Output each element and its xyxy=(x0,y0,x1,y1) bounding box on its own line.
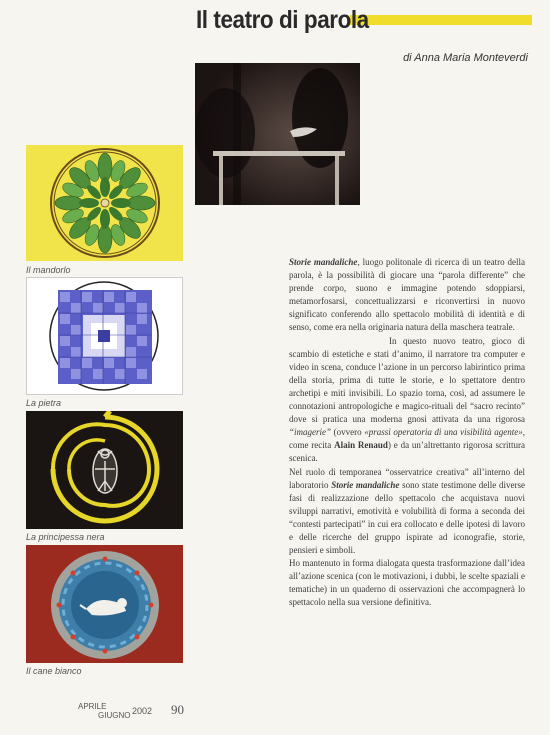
paragraph-text: (ovvero xyxy=(331,427,365,438)
stage-photo-image xyxy=(195,63,360,205)
footer-month-start: APRILE xyxy=(78,702,107,711)
mandala-squares-image xyxy=(26,277,183,395)
mandala-circle-icon xyxy=(26,545,183,663)
mandala-squares-icon xyxy=(27,278,182,394)
page-title: Il teatro di parola xyxy=(196,6,369,34)
mandala-leaves-image xyxy=(26,145,183,261)
bold-name: Alain Renaud xyxy=(334,440,388,451)
mandala-spiral-image xyxy=(26,411,183,529)
paragraph-3 xyxy=(289,466,525,558)
paragraph-text: sono state testimone delle diverse fasi di realizzazione dello spettacolo che acquistava nuovi sviluppi narrativi, emotività e volubilità di forma a seconda dei “contesti partecipati” in cui era collocato e delle ipotesi di lavoro e delle ricerche del gruppo ispirate ad iconografie, storie, pensieri e simboli. xyxy=(289,479,525,556)
highlight-title: Storie mandaliche xyxy=(289,257,358,267)
italic-term: “imagerie” xyxy=(289,427,332,438)
paragraph-2-body xyxy=(289,335,525,466)
paragraph-text: Nel ruolo di temporanea “osservatrice creativa” all’interno del laboratorio xyxy=(289,466,525,490)
page-number: 90 xyxy=(171,702,184,717)
paragraph-1 xyxy=(289,256,525,335)
mandala-circle-image xyxy=(26,545,183,663)
caption-principessa-nera: La principessa nera xyxy=(26,532,105,542)
mandala-spiral-icon xyxy=(26,411,183,529)
footer-month-end: GIUGNO xyxy=(98,711,131,720)
mandala-leaves-icon xyxy=(26,145,183,261)
italic-quote: «prassi operatoria di una visibilità agente» xyxy=(364,427,523,438)
paragraph-text: In questo nuovo teatro, gioco di scambio di estetiche e stati d’animo, il narratore tra computer e video in scena, conduce l’azione in un percorso labirintico prima della storia, prima di tutte le storie, e lo spettatore dentro archetipi e miti invisibili. Lo spazio torna, così, ad assumere le connotazioni antropologiche e magico-rituali del “sacro recinto” dove si pratica una moderna gnosi attivata da una rigorosa xyxy=(289,335,525,425)
paragraph-text: ) e da un’altrettanto rigorosa scrittura scenica. xyxy=(289,440,525,464)
author-byline: di Anna Maria Monteverdi xyxy=(403,52,528,64)
paragraph-text: , come recita xyxy=(289,427,525,451)
paragraph-text: , luogo politonale di ricerca di un teatro della parola, è la possibilità di giocare una “parola differente” che prende corpo, suono e immagine potendo sdoppiarsi, metamorfosarsi, concettualizzarsi e riconvertirsi in nuovo significato conferendo allo spettacolo mobilità di identità e di senso, come era nella originaria natura della maschera teatrale. xyxy=(289,257,525,333)
caption-mandorlo: Il mandorlo xyxy=(26,265,71,275)
title-highlight-bar xyxy=(350,15,532,25)
stage-photo xyxy=(195,63,360,205)
paragraph-4: Ho mantenuto in forma dialogata questa trasformazione dall’idea all’azione scenica (con le motivazioni, i dubbi, le scelte spaziali e tematiche) in un quaderno di osservazioni che accompagnerà lo spettacolo nella sua versione definitiva. xyxy=(289,558,525,608)
article-body xyxy=(289,256,525,610)
caption-cane-bianco: Il cane bianco xyxy=(26,666,82,676)
footer-year: 2002 xyxy=(132,706,153,716)
highlight-title: Storie mandaliche xyxy=(331,479,400,490)
caption-pietra: La pietra xyxy=(26,398,62,408)
